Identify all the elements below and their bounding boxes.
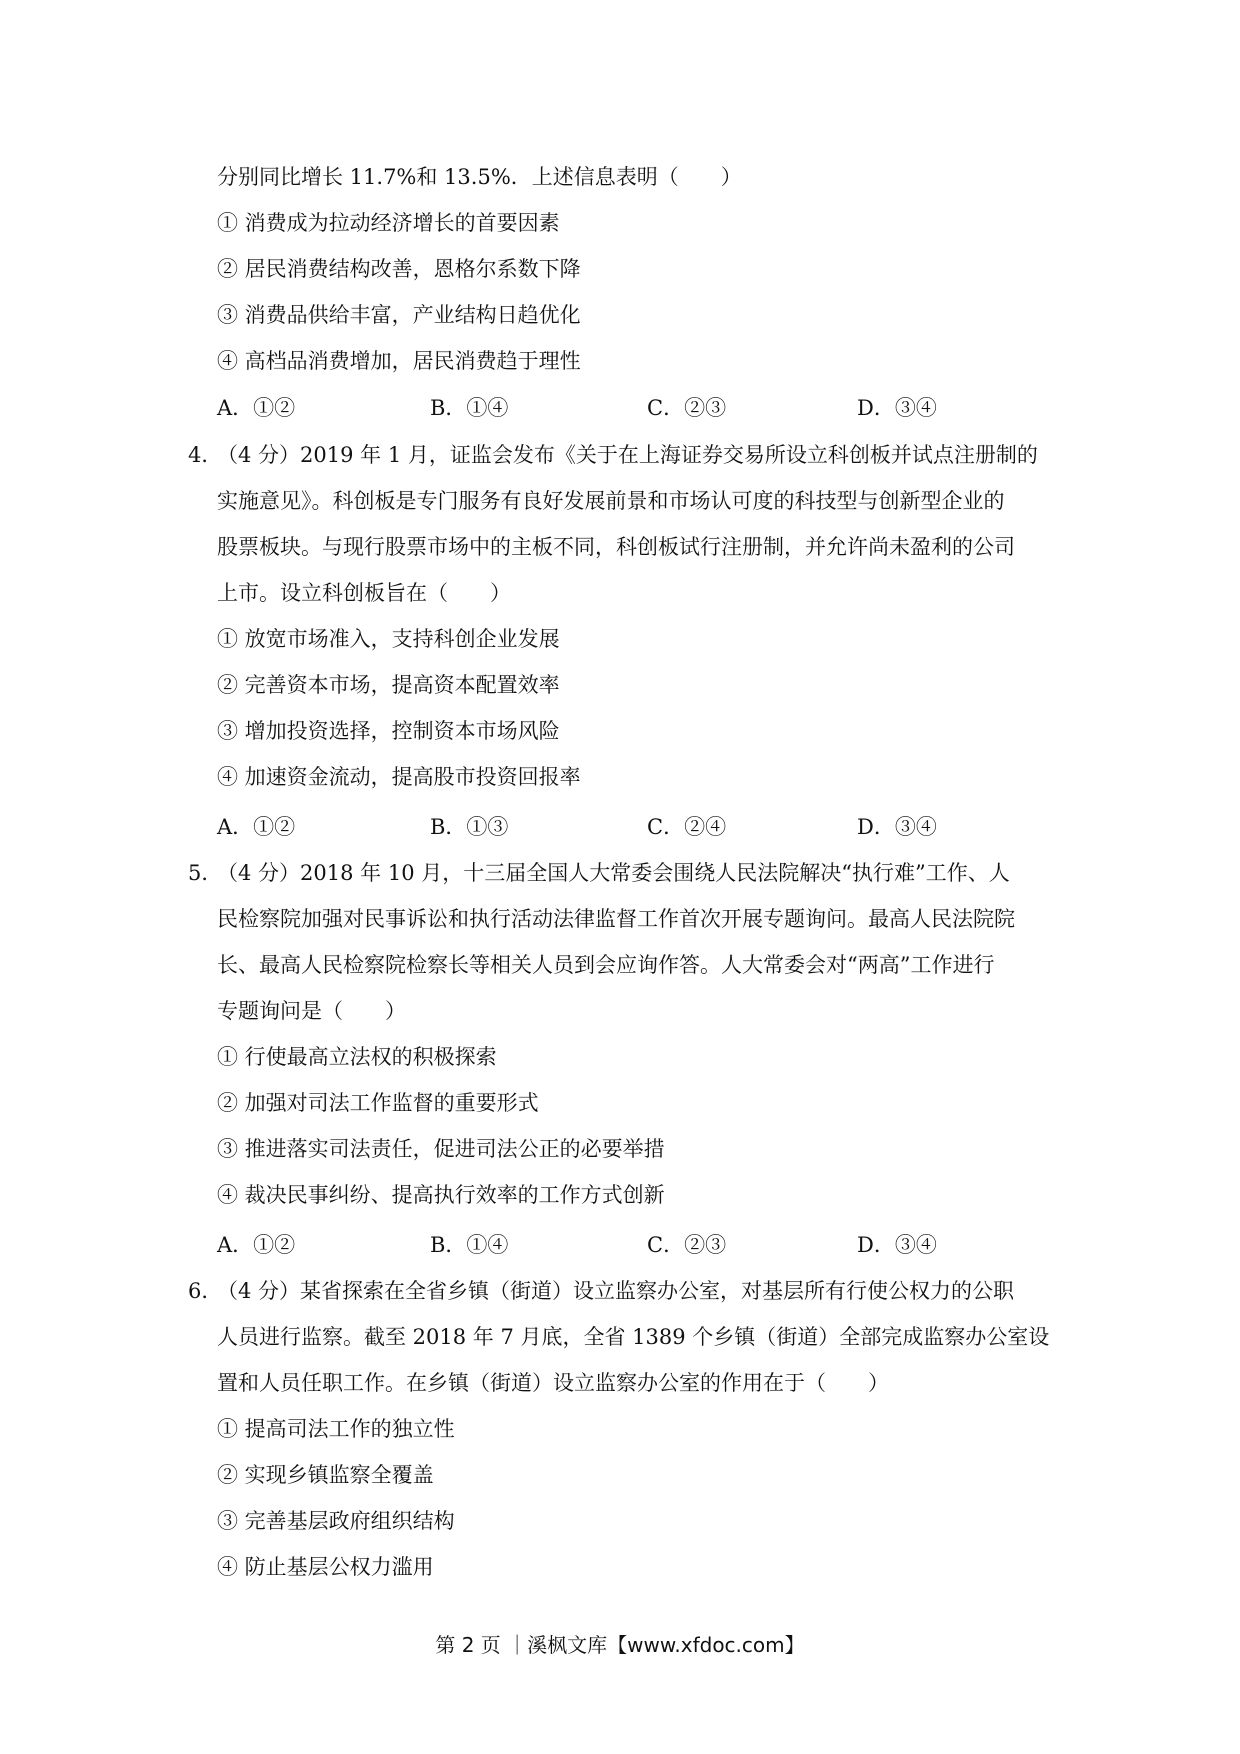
q3-stem-tail: 分别同比增长 11.7%和 13.5%．上述信息表明（ ）: [217, 165, 742, 189]
q5-stem-line-3: 长、最高人民检察院检察长等相关人员到会应询作答。人大常委会对“两高”工作进行: [217, 953, 995, 977]
q4-stem-line-4: 上市。设立科创板旨在（ ）: [217, 581, 511, 605]
q5-number: 5．: [188, 861, 223, 885]
q5-item-1: ① 行使最高立法权的积极探索: [217, 1045, 497, 1069]
page-footer: 第 2 页 ｜溪枫文库【www.xfdoc.com】: [435, 1633, 805, 1657]
q6-number: 6．: [188, 1279, 223, 1303]
q5-stem-line-1: （4 分）2018 年 10 月，十三届全国人大常委会围绕人民法院解决“执行难”工作、人: [217, 861, 1010, 885]
q3-item-2: ② 居民消费结构改善，恩格尔系数下降: [217, 257, 581, 281]
q5-option-a: A．①②: [217, 1233, 296, 1257]
q4-option-d: D．③④: [857, 815, 937, 839]
q4-stem-line-2: 实施意见》。科创板是专门服务有良好发展前景和市场认可度的科技型与创新型企业的: [217, 489, 1005, 513]
q6-item-2: ② 实现乡镇监察全覆盖: [217, 1463, 434, 1487]
q6-stem-line-1: （4 分）某省探索在全省乡镇（街道）设立监察办公室，对基层所有行使公权力的公职: [217, 1279, 1015, 1303]
q6-stem-line-3: 置和人员任职工作。在乡镇（街道）设立监察办公室的作用在于（ ）: [217, 1371, 889, 1395]
q6-item-3: ③ 完善基层政府组织结构: [217, 1509, 455, 1533]
q3-item-3: ③ 消费品供给丰富，产业结构日趋优化: [217, 303, 581, 327]
q4-item-2: ② 完善资本市场，提高资本配置效率: [217, 673, 560, 697]
q3-option-d: D．③④: [857, 396, 937, 420]
q3-option-c: C．②③: [647, 396, 727, 420]
q3-option-b: B．①④: [430, 396, 509, 420]
q4-option-c: C．②④: [647, 815, 727, 839]
q5-stem-line-2: 民检察院加强对民事诉讼和执行活动法律监督工作首次开展专题询问。最高人民法院院: [217, 907, 1015, 931]
q5-option-b: B．①④: [430, 1233, 509, 1257]
q5-item-3: ③ 推进落实司法责任，促进司法公正的必要举措: [217, 1137, 665, 1161]
q6-stem-line-2: 人员进行监察。截至 2018 年 7 月底，全省 1389 个乡镇（街道）全部完成监察办公室设: [217, 1325, 1050, 1349]
q5-option-c: C．②③: [647, 1233, 727, 1257]
q5-item-2: ② 加强对司法工作监督的重要形式: [217, 1091, 539, 1115]
q4-item-4: ④ 加速资金流动，提高股市投资回报率: [217, 765, 581, 789]
q4-number: 4．: [188, 443, 223, 467]
q4-stem-line-1: （4 分）2019 年 1 月，证监会发布《关于在上海证券交易所设立科创板并试点注册制的: [217, 443, 1038, 467]
q6-item-4: ④ 防止基层公权力滥用: [217, 1555, 434, 1579]
q3-option-a: A．①②: [217, 396, 296, 420]
q4-item-3: ③ 增加投资选择，控制资本市场风险: [217, 719, 560, 743]
q4-stem-line-3: 股票板块。与现行股票市场中的主板不同，科创板试行注册制，并允许尚未盈利的公司: [217, 535, 1015, 559]
q4-item-1: ① 放宽市场准入，支持科创企业发展: [217, 627, 560, 651]
q5-stem-line-4: 专题询问是（ ）: [217, 999, 406, 1023]
q3-item-1: ① 消费成为拉动经济增长的首要因素: [217, 211, 560, 235]
q4-option-a: A．①②: [217, 815, 296, 839]
q3-item-4: ④ 高档品消费增加，居民消费趋于理性: [217, 349, 581, 373]
q5-item-4: ④ 裁决民事纠纷、提高执行效率的工作方式创新: [217, 1183, 665, 1207]
q6-item-1: ① 提高司法工作的独立性: [217, 1417, 455, 1441]
q4-option-b: B．①③: [430, 815, 509, 839]
q5-option-d: D．③④: [857, 1233, 937, 1257]
